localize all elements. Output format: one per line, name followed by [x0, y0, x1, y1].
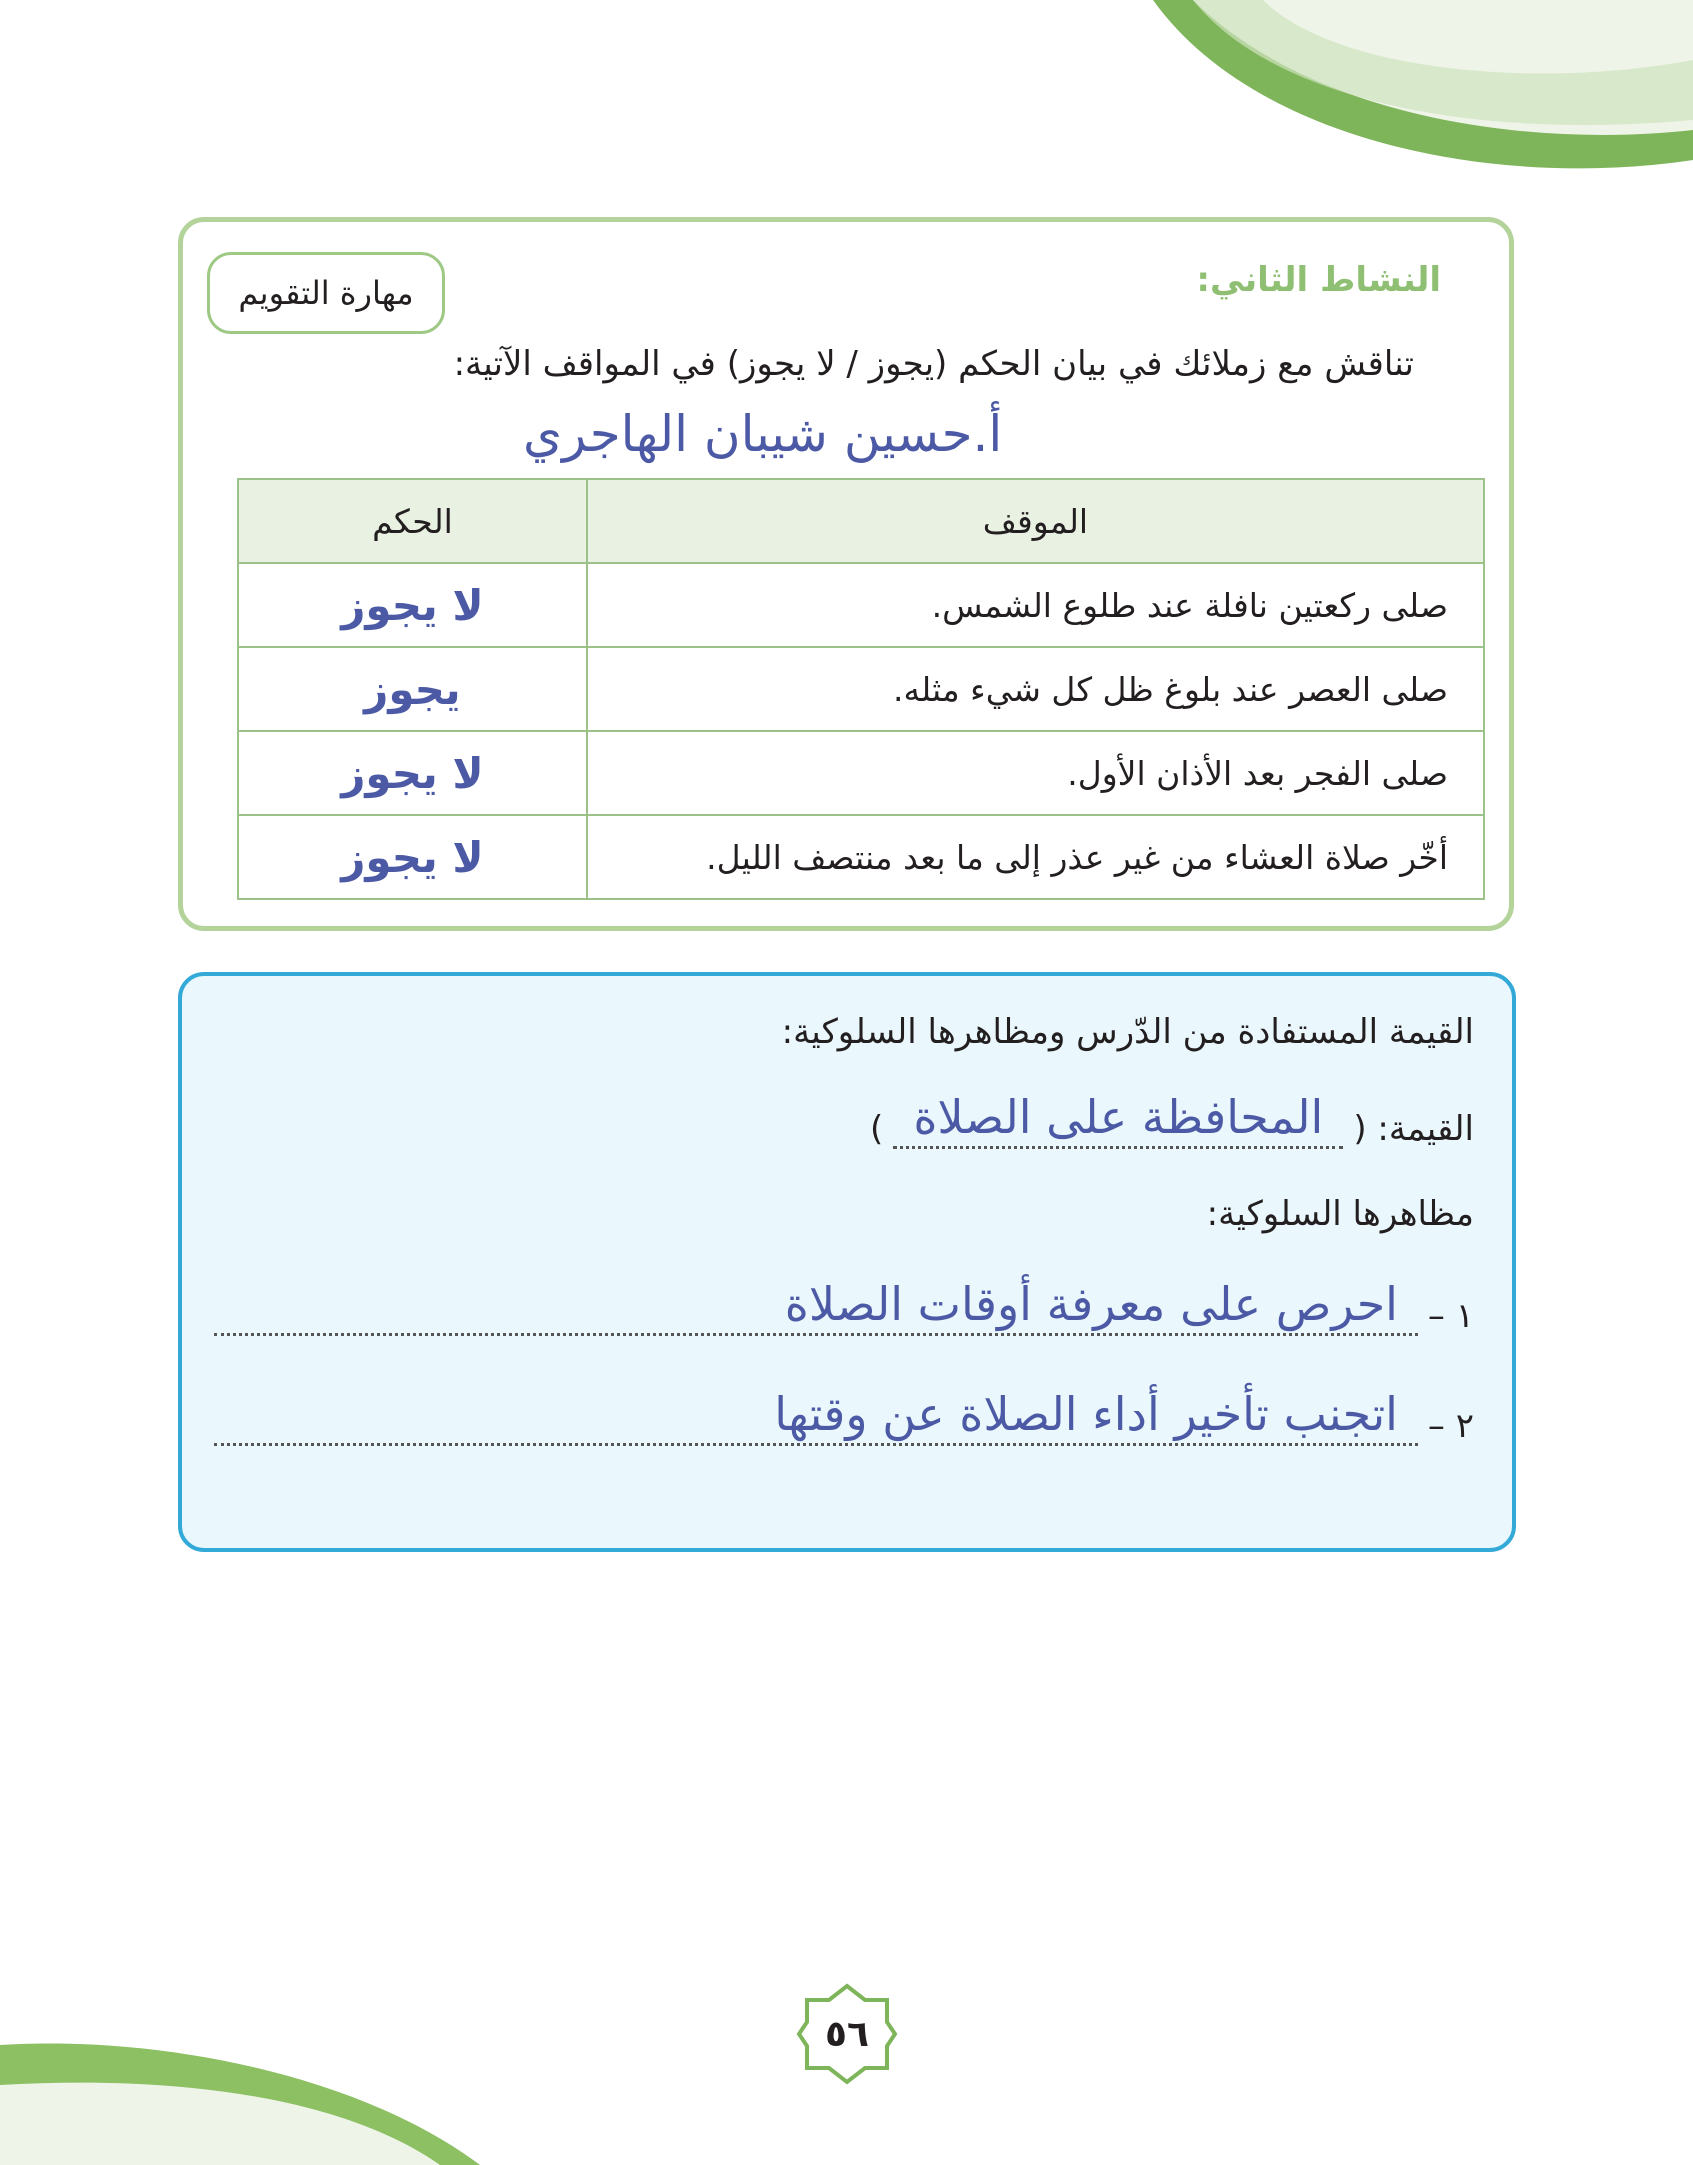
item-number: ١ –	[1427, 1296, 1474, 1336]
rule-cell: لا يجوز	[238, 815, 587, 899]
value-label: القيمة: (	[1353, 1109, 1474, 1149]
situation-cell: صلى العصر عند بلوغ ظل كل شيء مثله.	[587, 647, 1484, 731]
list-item	[214, 1386, 1474, 1446]
value-answer-field[interactable]	[893, 1090, 1343, 1149]
top-decoration	[1073, 0, 1693, 200]
item-answer: احرص على معرفة أوقات الصلاة	[784, 1277, 1398, 1331]
activity-title: النشاط الثاني:	[1196, 260, 1441, 300]
list-item	[214, 1276, 1474, 1336]
bottom-decoration	[0, 2005, 520, 2165]
table-row	[238, 563, 1484, 647]
item-number: ٢ –	[1427, 1406, 1474, 1446]
situation-cell: أخّر صلاة العشاء من غير عذر إلى ما بعد منتصف الليل.	[587, 815, 1484, 899]
rule-cell: لا يجوز	[238, 563, 587, 647]
item-answer: اتجنب تأخير أداء الصلاة عن وقتها	[774, 1387, 1398, 1441]
situation-cell: صلى ركعتين نافلة عند طلوع الشمس.	[587, 563, 1484, 647]
column-header-rule: الحكم	[238, 479, 587, 563]
value-answer: المحافظة على الصلاة	[913, 1090, 1324, 1144]
column-header-situation: الموقف	[587, 479, 1484, 563]
manifestations-heading: مظاهرها السلوكية:	[1206, 1194, 1474, 1234]
skill-badge: مهارة التقويم	[207, 252, 445, 334]
answer-line[interactable]	[214, 1277, 1418, 1336]
situations-table	[237, 478, 1485, 900]
value-close-paren: )	[870, 1109, 884, 1149]
rule-cell: لا يجوز	[238, 731, 587, 815]
values-box	[178, 972, 1516, 1552]
table-row	[238, 731, 1484, 815]
page-number-badge	[795, 1982, 899, 2086]
page-number: ٥٦	[825, 2013, 869, 2055]
values-heading: القيمة المستفادة من الدّرس ومظاهرها السلوكية:	[781, 1012, 1474, 1052]
situation-cell: صلى الفجر بعد الأذان الأول.	[587, 731, 1484, 815]
answer-line[interactable]	[214, 1387, 1418, 1446]
author-handwritten-note: أ.حسين شيبان الهاجري	[523, 405, 1003, 463]
activity-box	[178, 217, 1514, 931]
value-line	[870, 1090, 1474, 1149]
table-row	[238, 647, 1484, 731]
rule-cell: يجوز	[238, 647, 587, 731]
table-row	[238, 815, 1484, 899]
activity-instruction: تناقش مع زملائك في بيان الحكم (يجوز / لا يجوز) في المواقف الآتية:	[453, 344, 1414, 384]
